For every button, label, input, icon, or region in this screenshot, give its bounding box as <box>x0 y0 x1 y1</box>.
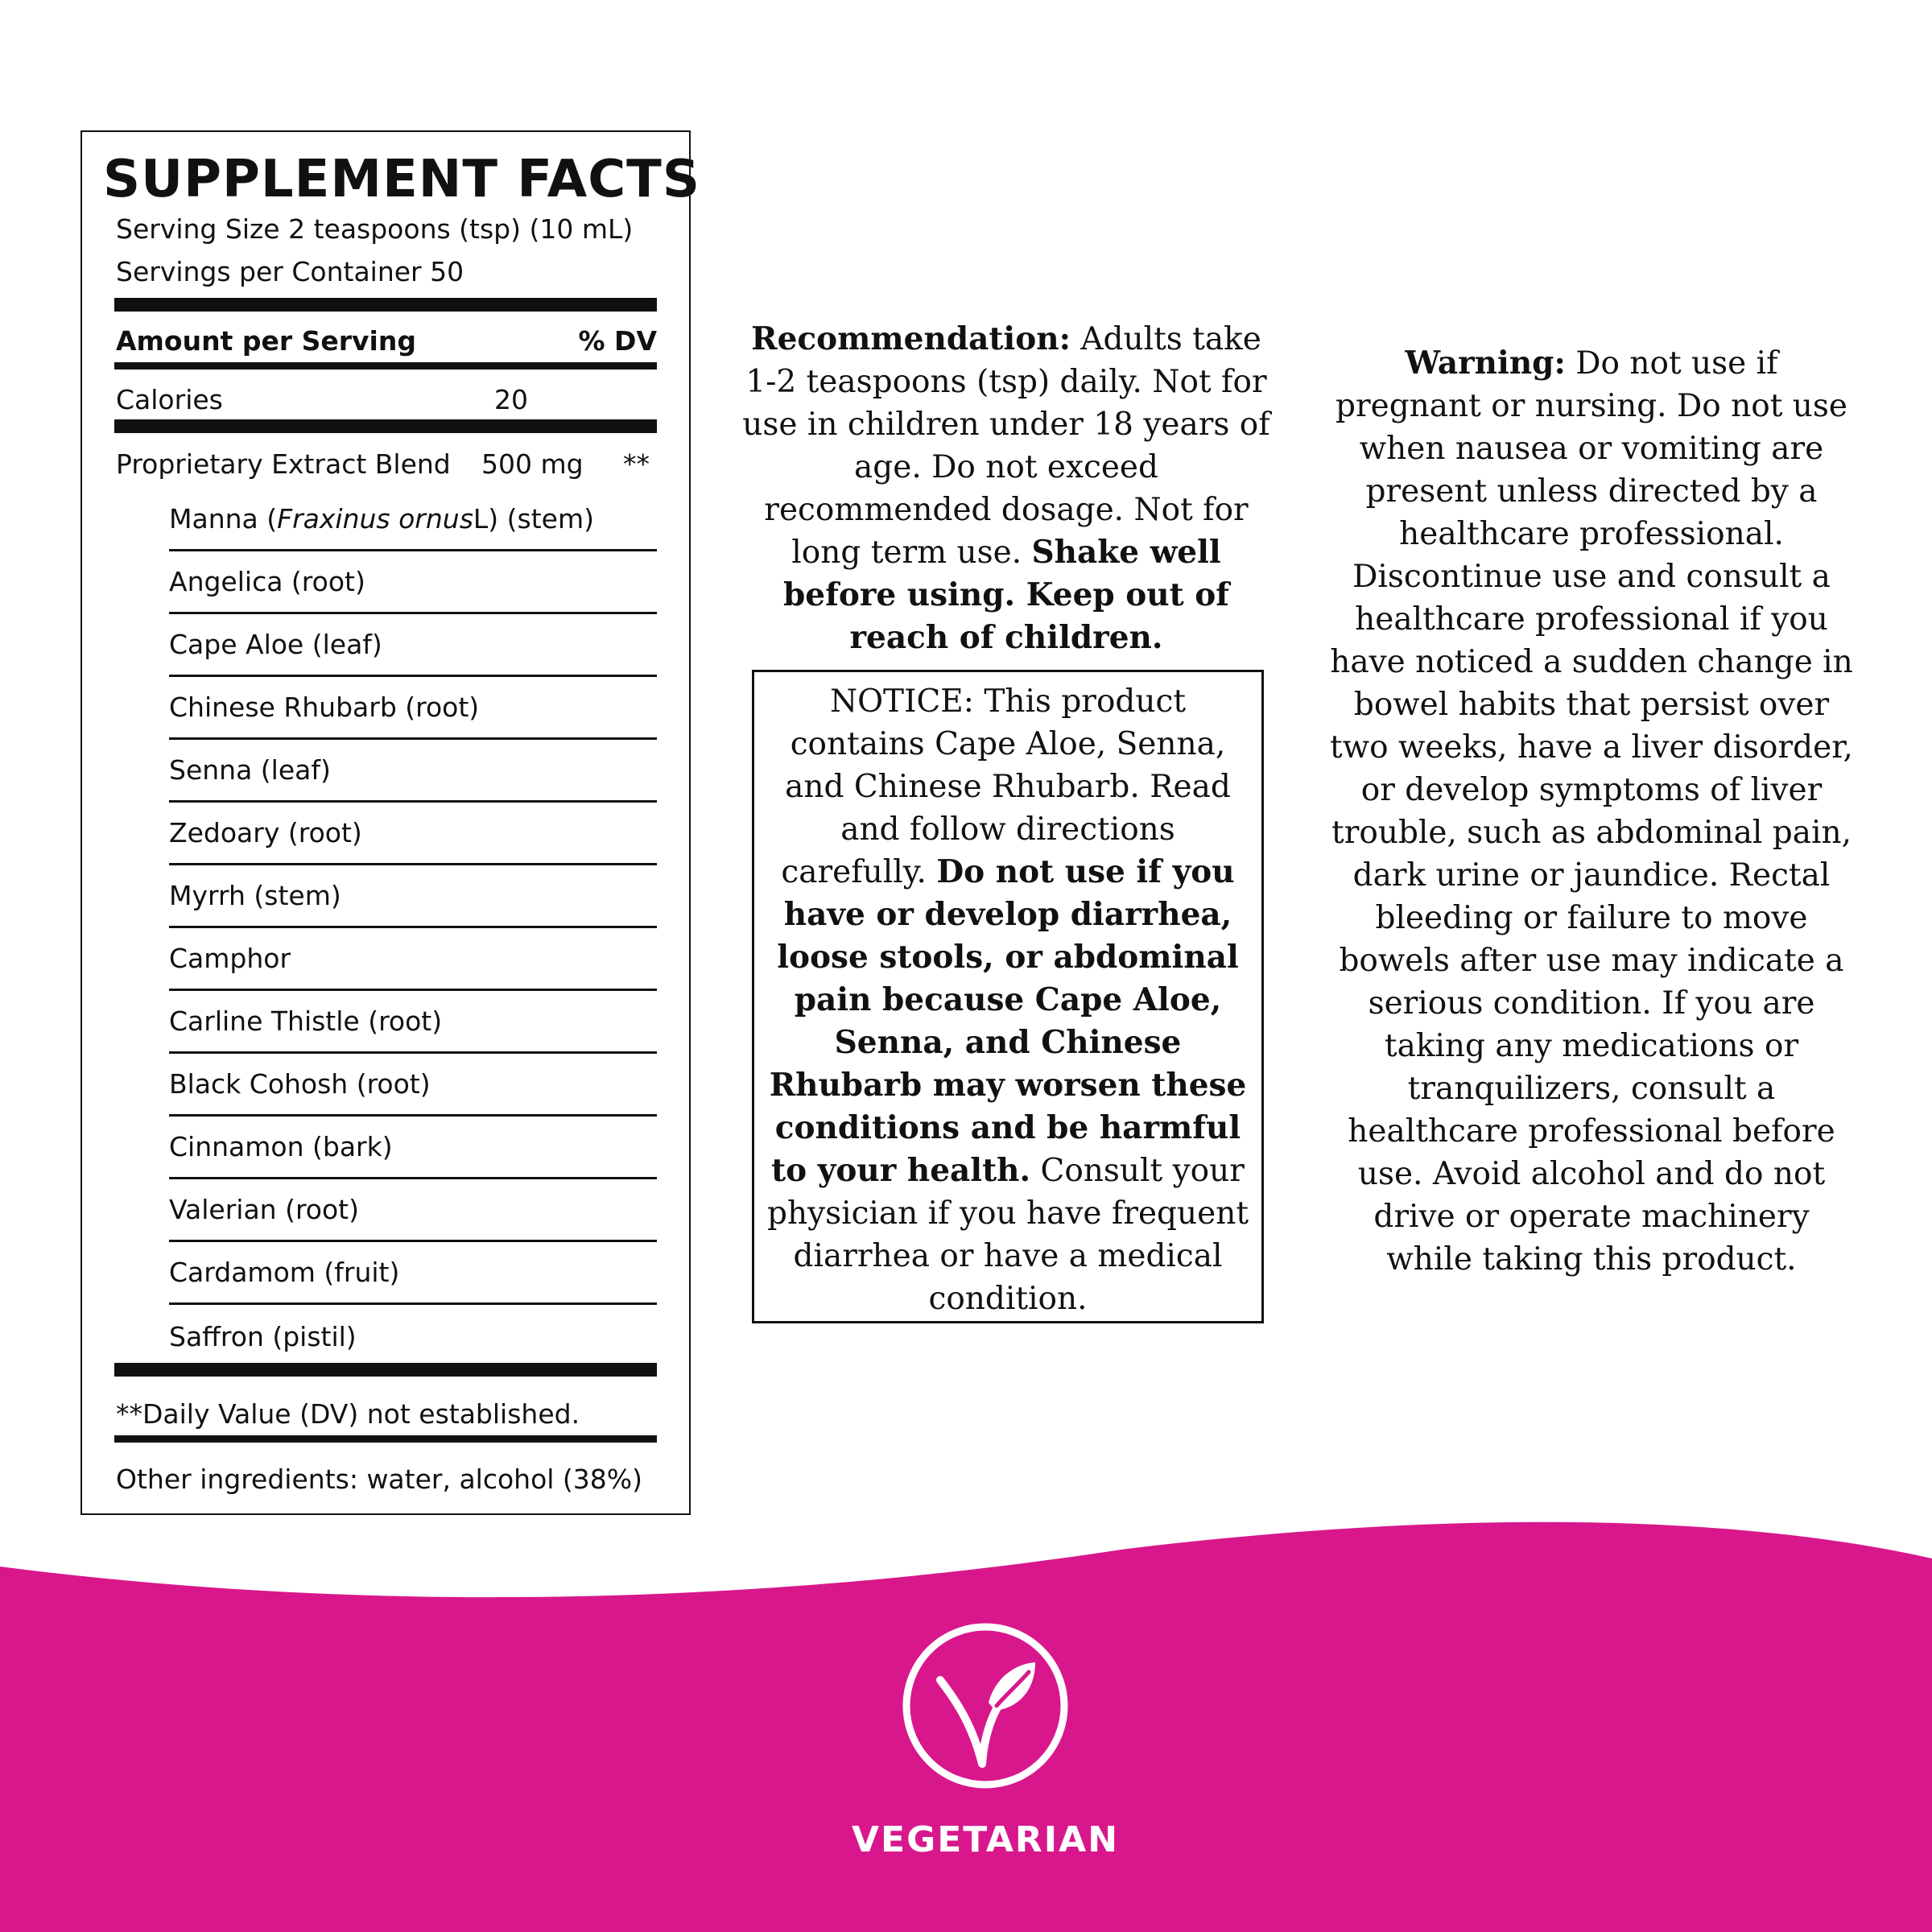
ingredient-name: Cape Aloe (leaf) <box>169 629 382 660</box>
notice-box <box>752 670 1264 1323</box>
warning-text <box>1328 342 1855 1281</box>
ingredient-name: Angelica (root) <box>169 566 365 597</box>
recommendation-lead: Recommendation: <box>751 320 1071 357</box>
facts-title: SUPPLEMENT FACTS <box>103 150 700 209</box>
ingredient-row <box>169 1179 657 1242</box>
blend-amount: 500 mg <box>481 448 584 480</box>
other-ingredients: Other ingredients: water, alcohol (38%) <box>116 1463 643 1495</box>
ingredient-name: Camphor <box>169 943 291 974</box>
thick-divider <box>114 419 657 433</box>
warning-body: Do not use if pregnant or nursing. Do not use when nausea or vomiting are present unless directed by a healthcare professional. Discontinue use and consult a healthcare professional if you have noticed a sudden change in bowel habits that persist over two weeks, have a liver disorder, or develop symptoms of liver trouble, such as abdominal pain, dark urine or jaundice. Rectal bleeding or failure to move bowels after use may indicate a serious condition. If you are taking any medications or tranquilizers, consult a healthcare professional before use. Avoid alcohol and do not drive or operate machinery while taking this product. <box>1330 345 1853 1278</box>
thick-divider <box>114 298 657 312</box>
ingredient-row <box>169 1117 657 1179</box>
ingredient-row <box>169 1305 657 1368</box>
ingredient-row <box>169 1054 657 1117</box>
recommendation-bold-tail: Shake well before using. Keep out of reach of children. <box>783 534 1229 656</box>
ingredient-row <box>169 865 657 928</box>
ingredient-row <box>169 928 657 991</box>
notice-bold-warning: Do not use if you have or develop diarrhea, loose stools, or abdominal pain because Cape Aloe, Senna, and Chinese Rhubarb may worsen these conditions and be harmful to your health. <box>769 853 1247 1189</box>
blend-row <box>116 448 657 480</box>
serving-size: Serving Size 2 teaspoons (tsp) (10 mL) <box>116 213 634 245</box>
ingredient-name: Black Cohosh (root) <box>169 1068 431 1100</box>
ingredient-latin-name: Fraxinus ornus <box>277 503 473 535</box>
blend-label: Proprietary Extract Blend <box>116 448 451 480</box>
servings-per-container: Servings per Container 50 <box>116 256 464 287</box>
amount-header-row <box>116 325 657 357</box>
ingredient-name: Valerian (root) <box>169 1194 359 1225</box>
calories-row <box>116 384 657 415</box>
calories-label: Calories <box>116 384 223 415</box>
vegetarian-leaf-icon <box>900 1620 1071 1791</box>
thick-divider <box>114 1363 657 1377</box>
ingredient-name: Zedoary (root) <box>169 817 362 848</box>
ingredient-name: Chinese Rhubarb (root) <box>169 691 480 723</box>
amount-per-serving-label: Amount per Serving <box>116 325 416 357</box>
medium-divider <box>114 1435 657 1443</box>
ingredient-name: Saffron (pistil) <box>169 1320 357 1352</box>
vegetarian-label: VEGETARIAN <box>851 1819 1120 1860</box>
ingredient-row <box>169 803 657 865</box>
ingredient-name: Senna (leaf) <box>169 754 331 786</box>
ingredient-row <box>169 991 657 1054</box>
notice-intro: NOTICE: This product contains Cape Aloe, Senna, and Chinese Rhubarb. Read and follow directions carefully. <box>781 683 1231 890</box>
ingredient-name: Carline Thistle (root) <box>169 1005 443 1037</box>
ingredient-row <box>169 677 657 740</box>
warning-lead: Warning: <box>1405 345 1566 382</box>
ingredient-row <box>169 740 657 803</box>
calories-value: 20 <box>494 384 528 415</box>
notice-outro: Consult your physician if you have frequent diarrhea or have a medical condition. <box>766 1153 1249 1317</box>
dv-footnote: **Daily Value (DV) not established. <box>116 1398 580 1430</box>
ingredient-name: Cinnamon (bark) <box>169 1131 393 1162</box>
blend-dv: ** <box>623 448 650 480</box>
ingredient-row <box>169 551 657 614</box>
recommendation-text <box>741 318 1272 659</box>
medium-divider <box>114 362 657 369</box>
ingredient-row <box>169 1242 657 1305</box>
ingredient-name: Cardamom (fruit) <box>169 1257 400 1288</box>
ingredient-row <box>169 614 657 677</box>
ingredient-part: L) (stem) <box>473 503 594 535</box>
supplement-facts-panel <box>80 130 700 1515</box>
dv-header: % DV <box>578 325 657 357</box>
recommendation-body: Adults take 1-2 teaspoons (tsp) daily. Not for use in children under 18 years of age. Do not exceed recommended dosage. Not for long term use. <box>742 321 1270 571</box>
ingredient-name: Manna ( <box>169 503 278 535</box>
ingredient-name: Myrrh (stem) <box>169 880 341 911</box>
ingredient-row <box>169 489 657 551</box>
